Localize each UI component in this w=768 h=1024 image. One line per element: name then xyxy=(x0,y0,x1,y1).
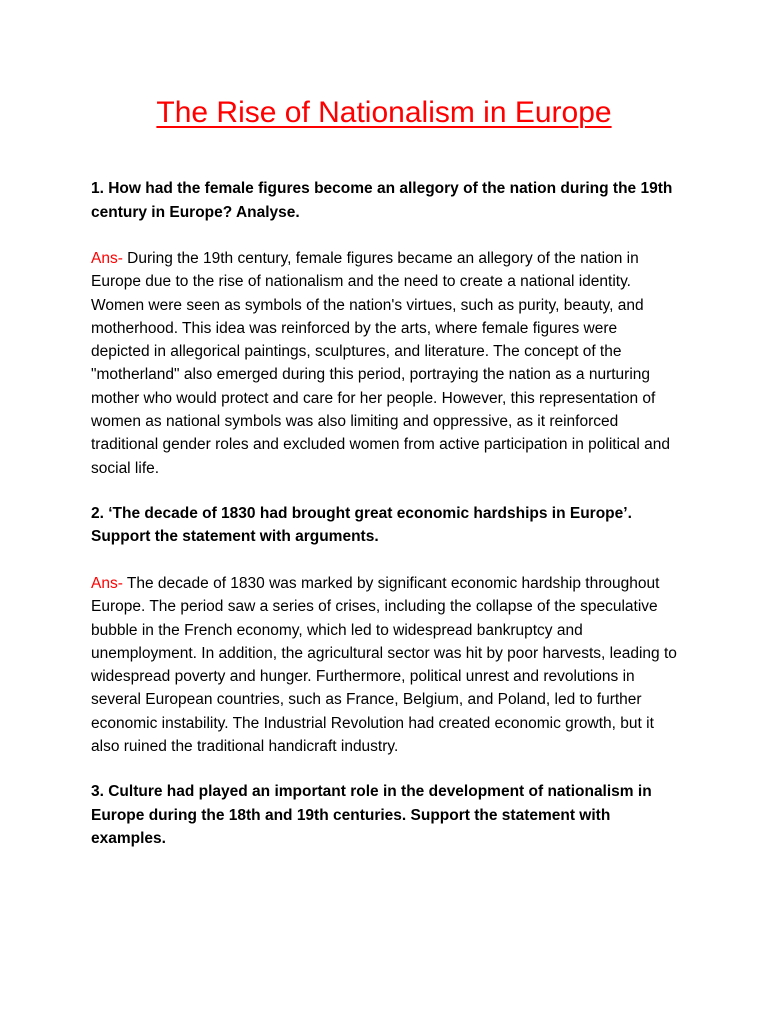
answer-1 xyxy=(91,247,677,480)
answer-text: During the 19th century, female figures became an allegory of the nation in Europe due to the rise of nationalism and the need to create a national identity. Women were seen as symbols of the nation's virtues, such as purity, beauty, and motherhood. This idea was reinforced by the arts, where female figures were depicted in allegorical paintings, sculptures, and literature. The concept of the "motherland" also emerged during this period, portraying the nation as a nurturing mother who would protect and care for her people. However, this representation of women as national symbols was also limiting and oppressive, as it reinforced traditional gender roles and excluded women from active participation in political and social life. xyxy=(91,250,670,477)
answer-2 xyxy=(91,572,677,758)
page-title: The Rise of Nationalism in Europe xyxy=(156,96,612,129)
answer-label: Ans- xyxy=(91,250,123,267)
question-2: 2. ‘The decade of 1830 had brought great economic hardships in Europe’. Support the statement with arguments. xyxy=(91,504,632,546)
answer-label: Ans- xyxy=(91,574,123,592)
question-1: 1. How had the female figures become an allegory of the nation during the 19th century in Europe? Analyse. xyxy=(91,180,673,221)
answer-text: The decade of 1830 was marked by significant economic hardship throughout Europe. The period saw a series of crises, including the collapse of the speculative bubble in the French economy, which led to widespread bankruptcy and unemployment. In addition, the agricultural sector was hit by poor harvests, leading to widespread poverty and hunger. Furthermore, political unrest and revolutions in several European countries, such as France, Belgium, and Poland, led to further economic instability. The Industrial Revolution had created economic growth, but it also ruined the traditional handicraft industry. xyxy=(91,574,677,756)
question-3: 3. Culture had played an important role in the development of nationalism in Europe during the 18th and 19th centuries. Support the statement with examples. xyxy=(91,783,652,848)
